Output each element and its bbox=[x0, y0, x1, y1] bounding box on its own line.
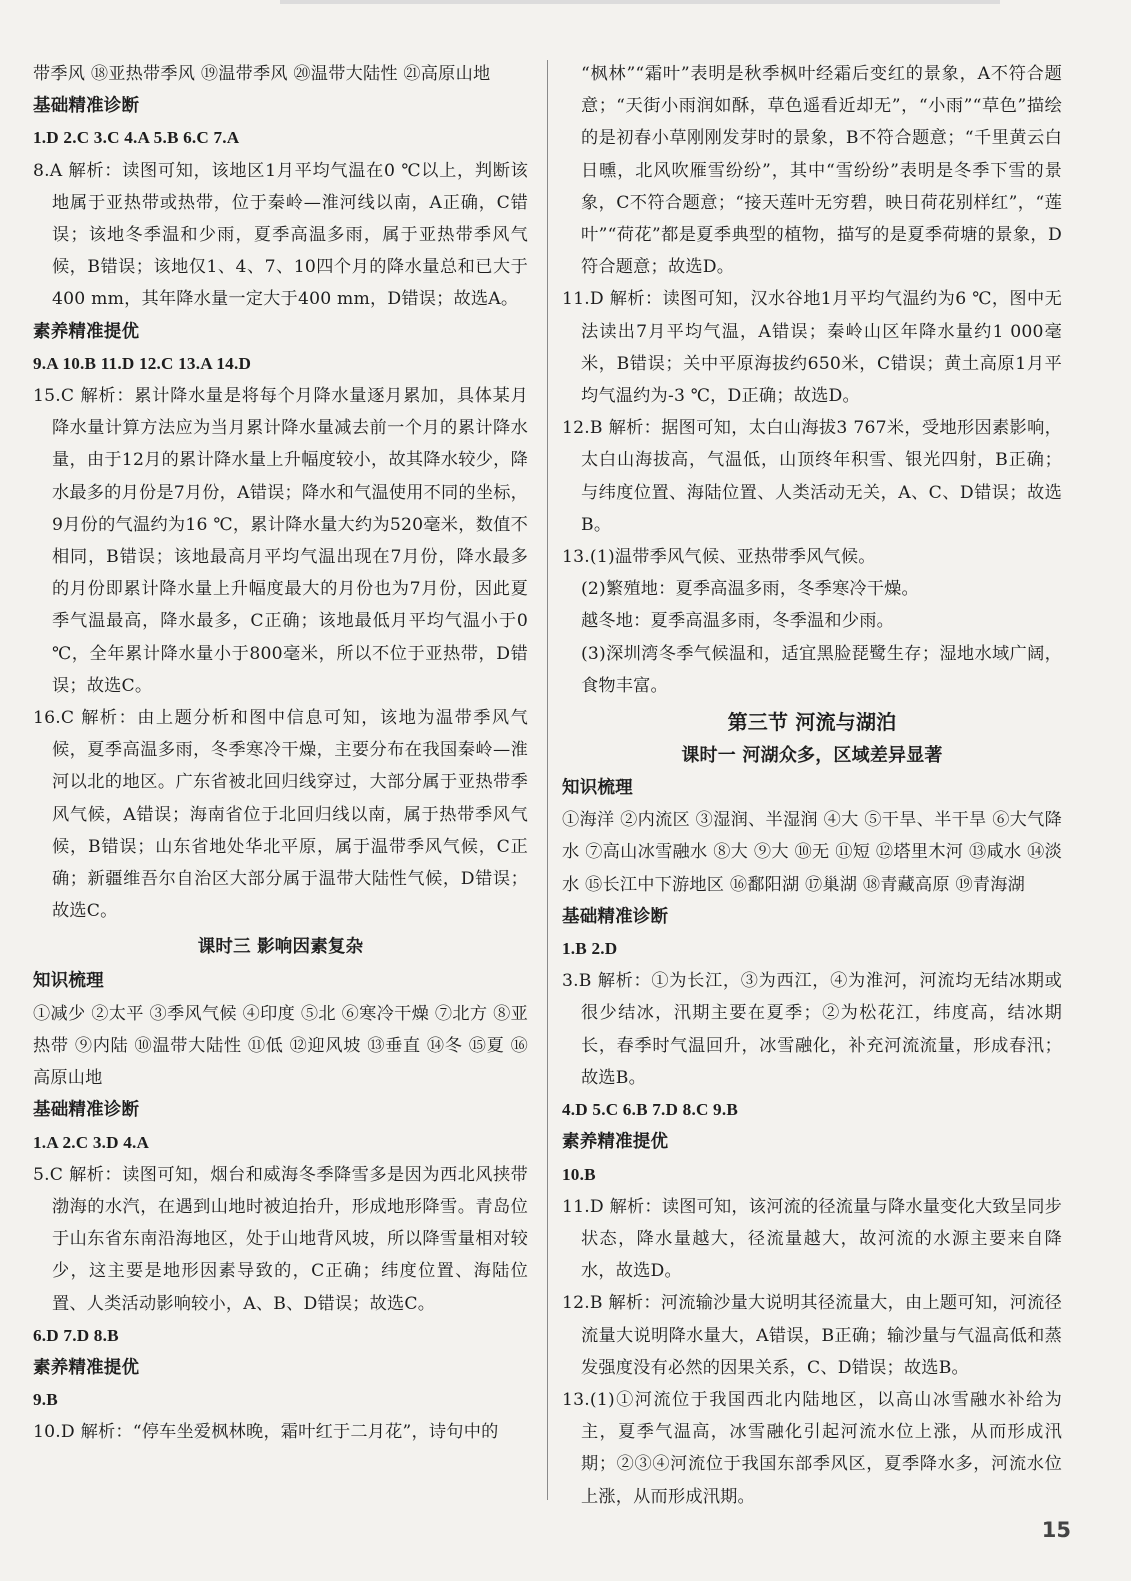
answer-line: 4.D 5.C 6.B 7.D 8.C 9.B bbox=[562, 1100, 739, 1120]
answer-explanation: 15.C 解析：累计降水量是将每个月降水量逐月累加，具体某月降水量计算方法应为当月累计降水量减去前一个月的累计降水量，由于12月的累计降水量上升幅度较小，故其降水较少，降水最多的月份是7月份，A错误；降水和气温使用不同的坐标，9月份的气温约为16 ℃，累计降水量大约为520毫米，数值不相同，B错误；该地最高月平均气温出现在7月份，降水最多的月份即累计降水量上升幅度最大的月份也为7月份，因此夏季气温最高，降水最多，C正确；该地最低月平均气温小于0 ℃，全年累计降水量小于800毫米，所以不位于亚热带，D错误；故选C。 bbox=[33, 386, 528, 696]
section-title: 第三节 河流与湖泊 bbox=[727, 710, 897, 735]
answer-explanation: 13.(1)温带季风气候、亚热带季风气候。 bbox=[562, 547, 876, 568]
answer-explanation: 3.B 解析：①为长江，③为西江，④为淮河，河流均无结冰期或很少结冰，汛期主要在夏季；②为松花江，纬度高，结冰期长，春季时气温回升，冰雪融化，补充河流流量，形成春汛；故选B。 bbox=[562, 971, 1062, 1088]
lesson-title: 课时一 河湖众多，区域差异显著 bbox=[681, 745, 943, 767]
section-heading: 知识梳理 bbox=[33, 971, 104, 992]
section-heading: 素养精准提优 bbox=[562, 1132, 669, 1153]
answer-line: 1.B 2.D bbox=[562, 939, 618, 959]
lesson-title: 课时三 影响因素复杂 bbox=[197, 937, 364, 958]
paragraph: ①减少 ②太平 ③季风气候 ④印度 ⑤北 ⑥寒冷干燥 ⑦北方 ⑧亚热带 ⑨内陆 ⑩温带大陆性 ⑪低 ⑫迎风坡 ⑬垂直 ⑭冬 ⑮夏 ⑯高原山地 bbox=[33, 1003, 528, 1089]
answer-explanation: 5.C 解析：读图可知，烟台和威海冬季降雪多是因为西北风挟带渤海的水汽，在遇到山地时被迫抬升，形成地形降雪。青岛位于山东省东南沿海地区，处于山地背风坡，所以降雪量相对较少，这主要是地形因素导致的，C正确；纬度位置、海陆位置、人类活动影响较小，A、B、D错误；故选C。 bbox=[33, 1164, 528, 1314]
answer-explanation: 12.B 解析：河流输沙量大说明其径流量大，由上题可知，河流径流量大说明降水量大，A错误，B正确；输沙量与气温高低和蒸发强度没有必然的因果关系，C、D错误；故选B。 bbox=[562, 1293, 1062, 1378]
column-divider bbox=[547, 60, 548, 1500]
continued-paragraph: (3)深圳湾冬季气候温和，适宜黑脸琵鹭生存；湿地水域广阔，食物丰富。 bbox=[581, 643, 1062, 696]
section-heading: 素养精准提优 bbox=[33, 1357, 140, 1378]
section-heading: 基础精准诊断 bbox=[33, 1100, 140, 1121]
answer-explanation: 13.(1)①河流位于我国西北内陆地区，以高山冰雪融水补给为主，夏季气温高，冰雪融化引起河流水位上涨，从而形成汛期；②③④河流位于我国东部季风区，夏季降水多，河流水位上涨，从而形成汛期。 bbox=[562, 1389, 1062, 1507]
paragraph: ①海洋 ②内流区 ③湿润、半湿润 ④大 ⑤干旱、半干旱 ⑥大气降水 ⑦高山冰雪融水 ⑧大 ⑨大 ⑩无 ⑪短 ⑫塔里木河 ⑬咸水 ⑭淡水 ⑮长江中下游地区 ⑯鄱阳湖 ⑰巢湖 ⑱青藏高原 ⑲青海湖 bbox=[562, 810, 1062, 895]
section-heading: 素养精准提优 bbox=[33, 321, 140, 342]
paragraph: 带季风 ⑱亚热带季风 ⑲温带季风 ⑳温带大陆性 ㉑高原山地 bbox=[33, 64, 491, 84]
section-heading: 基础精准诊断 bbox=[562, 906, 669, 927]
answer-explanation: 10.D 解析：“停车坐爱枫林晚，霜叶红于二月花”，诗句中的 bbox=[33, 1422, 499, 1443]
answer-line: 1.D 2.C 3.C 4.A 5.B 6.C 7.A bbox=[33, 128, 240, 148]
continued-paragraph: “枫林”“霜叶”表明是秋季枫叶经霜后变红的景象，A不符合题意；“天街小雨润如酥，草色遥看近却无”，“小雨”“草色”描绘的是初春小草刚刚发芽时的景象，B不符合题意；“千里黄云白日曛，北风吹雁雪纷纷”，其中“雪纷纷”表明是冬季下雪的景象，C不符合题意；“接天莲叶无穷碧，映日荷花别样红”，“莲叶”“荷花”都是夏季典型的植物，描写的是夏季荷塘的景象，D符合题意；故选D。 bbox=[581, 64, 1062, 278]
right-column bbox=[562, 58, 1062, 1513]
answer-explanation: 16.C 解析：由上题分析和图中信息可知，该地为温带季风气候，夏季高温多雨，冬季寒冷干燥，主要分布在我国秦岭—淮河以北的地区。广东省被北回归线穿过，大部分属于亚热带季风气候，A错误；海南省位于北回归线以南，属于热带季风气候，B错误；山东省地处华北平原，属于温带季风气候，C正确；新疆维吾尔自治区大部分属于温带大陆性气候，D错误；故选C。 bbox=[33, 708, 528, 922]
top-edge-bar bbox=[280, 0, 1000, 4]
section-heading: 基础精准诊断 bbox=[33, 96, 140, 117]
answer-line: 9.B bbox=[33, 1390, 58, 1410]
left-column bbox=[33, 58, 528, 1449]
section-heading: 知识梳理 bbox=[562, 778, 633, 799]
page-number: 15 bbox=[1041, 1518, 1071, 1542]
continued-paragraph: (2)繁殖地：夏季高温多雨，冬季寒冷干燥。 bbox=[581, 579, 919, 600]
answer-line: 9.A 10.B 11.D 12.C 13.A 14.D bbox=[33, 353, 252, 373]
answer-line: 6.D 7.D 8.B bbox=[33, 1325, 119, 1345]
answer-explanation: 12.B 解析：据图可知，太白山海拔3 767米，受地形因素影响，太白山海拔高，气温低，山顶终年积雪、银光四射，B正确；与纬度位置、海陆位置、人类活动无关，A、C、D错误；故选B。 bbox=[562, 418, 1062, 535]
answer-explanation: 11.D 解析：读图可知，汉水谷地1月平均气温约为6 ℃，图中无法读出7月平均气温，A错误；秦岭山区年降水量约1 000毫米，B错误；关中平原海拔约650米，C错误；黄土高原1月平均气温约为-3 ℃，D正确；故选D。 bbox=[562, 289, 1062, 407]
answer-explanation: 11.D 解析：读图可知，该河流的径流量与降水量变化大致呈同步状态，降水量越大，径流量越大，故河流的水源主要来自降水，故选D。 bbox=[562, 1196, 1062, 1282]
continued-paragraph: 越冬地：夏季高温多雨，冬季温和少雨。 bbox=[581, 611, 894, 632]
answer-explanation: 8.A 解析：读图可知，该地区1月平均气温在0 ℃以上，判断该地属于亚热带或热带，位于秦岭—淮河线以南，A正确，C错误；该地冬季温和少雨，夏季高温多雨，属于亚热带季风气候，B错误；该地仅1、4、7、10四个月的降水量总和已大于400 mm，其年降水量一定大于400 mm，D错误；故选A。 bbox=[33, 160, 528, 310]
answer-line: 10.B bbox=[562, 1164, 596, 1184]
answer-line: 1.A 2.C 3.D 4.A bbox=[33, 1132, 150, 1152]
